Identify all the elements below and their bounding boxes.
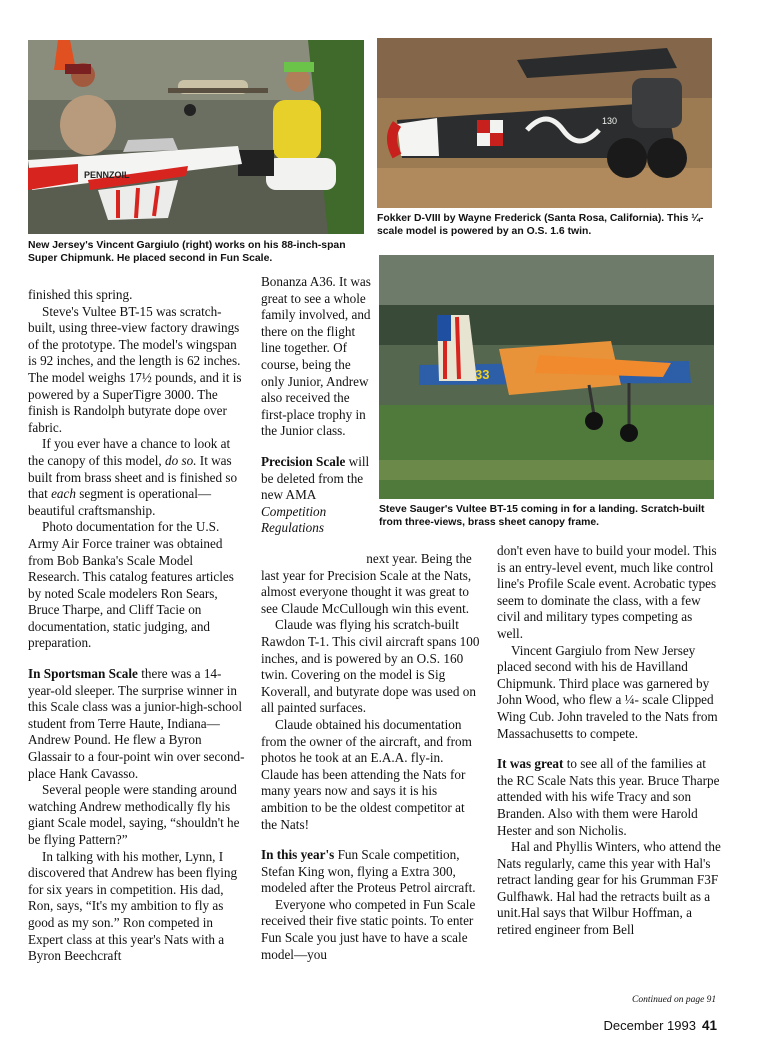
col2-para-2: Precision Scale will be deleted from the new AMA bbox=[261, 453, 370, 503]
col2-para-6: Everyone who competed in Fun Scale received their five static points. To enter Fun Scale you just have to have a scale model—you bbox=[261, 896, 476, 962]
col3-para-3: It was great to see all of the families at the RC Scale Nats this year. Bruce Tharpe attended with his wife Tracy and son Branden. Also with them were Harold Hester and son Nicholis. bbox=[497, 756, 720, 838]
col2-para-2-tail: next year. Being the last year for Precision Scale at the Nats, almost everyone thought it was great to see Claude McCullough win this event. bbox=[261, 551, 472, 616]
footer-date: December 1993 bbox=[603, 1018, 696, 1033]
column-2-top bbox=[261, 274, 377, 537]
col1-para-5: In Sportsman Scale there was a 14-year-old sleeper. The surprise winner in this Scale class was a junior-high-school student from Terre Haute, Indiana—Andrew Pound. He flew a Byron Glassair to a four-point win over second-place Hank Cavasso. bbox=[28, 666, 245, 781]
col1-para-4: Photo documentation for the U.S. Army Air Force trainer was obtained from Bob Banka's Scale Model Research. This catalog features articles by noted Scale modelers Ron Sears, Bruce Tharpe, and Cliff Tacie on documentation, static judging, and preparation. bbox=[28, 519, 234, 651]
col1-para-2: Steve's Vultee BT-15 was scratch-built, using three-view factory drawings of the prototype. The model's wingspan is 92 inches, and the length is 62 inches. The model weighs 17½ pounds, and it is powered by a SuperTigre 3000. The finish is Randolph butyrate dope over fabric. bbox=[28, 303, 242, 435]
chipmunk-photo bbox=[28, 40, 364, 234]
page-number: 41 bbox=[701, 1018, 717, 1033]
fokker-photo bbox=[377, 38, 712, 208]
col3-para-1: don't even have to build your model. This is an entry-level event, much like control line's Profile Scale event. Acrobatic types seem to dominate the class, with a few civil and military types competing as well. bbox=[497, 543, 717, 641]
page-footer bbox=[603, 1018, 717, 1033]
vultee-photo bbox=[379, 255, 714, 499]
col2-para-1: Bonanza A36. It was great to see a whole family involved, and there on the flight line together. Of course, being the only Junior, Andrew also received the first-place trophy in the Junior class. bbox=[261, 274, 371, 439]
column-2 bbox=[261, 551, 483, 963]
col1-para-1: finished this spring. bbox=[28, 287, 133, 302]
vultee-plane-number: 33 bbox=[475, 367, 490, 382]
col1-para-7: In talking with his mother, Lynn, I discovered that Andrew has been flying for six years in competition. His dad, Ron, says, “It's my ambition to fly as good as my son.” Ron competed in Expert class at this year's Nats with a Byron Beechcraft bbox=[28, 848, 238, 964]
continued-note: Continued on page 91 bbox=[632, 995, 717, 1005]
fokker-plane-number: 130 bbox=[602, 116, 618, 126]
col1-para-3: If you ever have a chance to look at the canopy of this model, do so. It was built from brass sheet and is finished so that each segment is operational—beautiful craftsmanship. bbox=[28, 436, 238, 518]
col2-para-3: Claude was flying his scratch-built Rawdon T-1. This civil aircraft spans 100 inches, and is powered by an O.S. 160 twin. Covering on the model is Sig Koverall, and butyrate dope was used on all painted surfaces. bbox=[261, 617, 480, 716]
col2-para-5: In this year's Fun Scale competition, Stefan King won, flying a Extra 300, modeled after the Proteus Petrol aircraft. bbox=[261, 847, 476, 896]
column-3 bbox=[497, 543, 721, 939]
vultee-caption: Steve Sauger's Vultee BT-15 coming in for a landing. Scratch-built from three-views, brass sheet canopy frame. bbox=[379, 504, 705, 528]
col2-para-4: Claude obtained his documentation from the owner of the aircraft, and from photos he took at an E.A.A. fly-in. Claude has been attending the Nats for many years now and says it is his ambition to be the oldest competitor at the Nats! bbox=[261, 716, 472, 832]
chipmunk-caption: New Jersey's Vincent Gargiulo (right) works on his 88-inch-span Super Chipmunk. He placed second in Fun Scale. bbox=[28, 240, 346, 264]
col3-para-4: Hal and Phyllis Winters, who attend the Nats regularly, came this year with Hal's retract landing gear for his Grumman F3F Gulfhawk. Hal had the retracts built as a unit.Hal says that Wilbur Hoffman, a retired engineer from Bell bbox=[497, 839, 721, 938]
chipmunk-plane-text: PENNZOIL bbox=[84, 170, 130, 180]
col1-para-6: Several people were standing around watching Andrew methodically fly his giant Scale model, saying, “shouldn't he be flying Pattern?” bbox=[28, 782, 240, 847]
fokker-caption: Fokker D-VIII by Wayne Frederick (Santa Rosa, California). This ¼-scale model is powered by an O.S. 1.6 twin. bbox=[377, 213, 704, 237]
col2-para-2-italic: Competition Regulations bbox=[261, 503, 327, 536]
col3-para-2: Vincent Gargiulo from New Jersey placed second with his de Havilland Chipmunk. Third place was garnered by John Wood, who flew a ¼- scale Clipped Wing Cub. John traveled to the Nats from Massachusetts to compete. bbox=[497, 642, 718, 741]
column-1 bbox=[28, 287, 247, 965]
